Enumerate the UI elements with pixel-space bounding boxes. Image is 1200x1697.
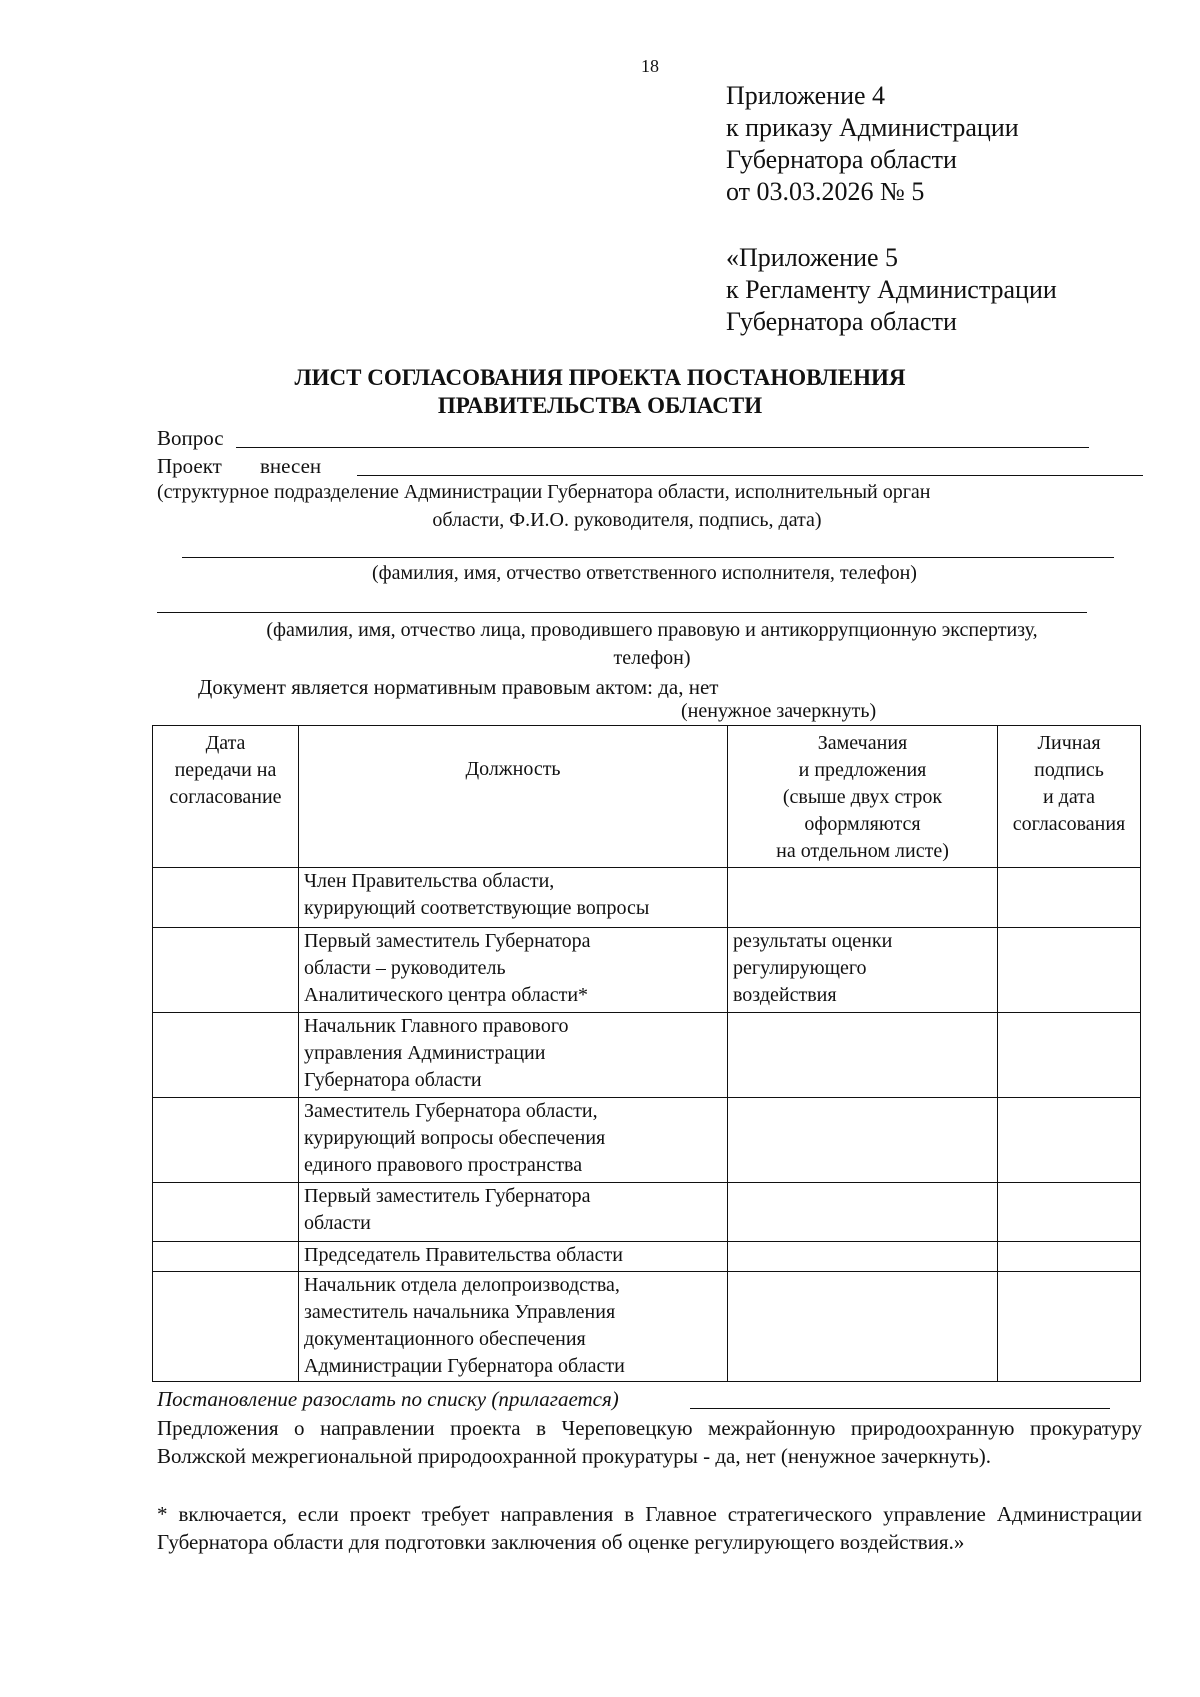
signature-cell — [998, 1272, 1141, 1382]
date-cell — [153, 1183, 299, 1242]
position-cell: Заместитель Губернатора области, курирующий вопросы обеспечения единого правового пространства — [299, 1098, 728, 1183]
normative-question: Документ является нормативным правовым актом: да, нет — [198, 675, 719, 699]
question-field-line — [236, 447, 1089, 448]
remarks-cell — [728, 1272, 998, 1382]
remarks-cell — [728, 1013, 998, 1098]
position-cell: Начальник отдела делопроизводства, заместитель начальника Управления документационного обеспечения Администрации Губернатора области — [299, 1272, 728, 1382]
table-row — [153, 1013, 1141, 1098]
page-number: 18 — [641, 56, 659, 76]
hint-line: (фамилия, имя, отчество лица, проводившего правовую и антикоррупционную экспертизу, — [266, 619, 1038, 641]
column-header-remarks: Замечания и предложения (свыше двух строк оформляются на отдельном листе) — [728, 726, 998, 868]
hint-line: телефон) — [613, 647, 691, 669]
cross-out-hint: (ненужное зачеркнуть) — [681, 700, 877, 722]
document-title — [0, 364, 1200, 420]
column-header-signature: Личная подпись и дата согласования — [998, 726, 1141, 868]
remarks-cell — [728, 868, 998, 928]
expert-hint — [157, 616, 1147, 672]
footnote: * включается, если проект требует направления в Главное стратегического управление Администрации Губернатора области для подготовки заключения об оценке регулирующего воздействия.» — [157, 1502, 1142, 1554]
column-header-position: Должность — [299, 726, 728, 868]
date-cell — [153, 1098, 299, 1183]
table-row — [153, 1242, 1141, 1272]
signature-cell — [998, 1183, 1141, 1242]
date-cell — [153, 1013, 299, 1098]
appendix-line: Губернатора области — [726, 307, 957, 336]
date-cell — [153, 868, 299, 928]
submitted-label: внесен — [260, 454, 322, 478]
project-label: Проект — [157, 454, 222, 478]
signature-cell — [998, 928, 1141, 1013]
position-cell: Первый заместитель Губернатора области – руководитель Аналитического центра области* — [299, 928, 728, 1013]
signature-cell — [998, 1013, 1141, 1098]
table-row — [153, 1183, 1141, 1242]
appendix-line: «Приложение 5 — [726, 243, 899, 272]
submitter-hint — [157, 478, 1097, 534]
title-line: ЛИСТ СОГЛАСОВАНИЯ ПРОЕКТА ПОСТАНОВЛЕНИЯ — [294, 365, 906, 390]
signature-cell — [998, 1242, 1141, 1272]
position-cell: Председатель Правительства области — [299, 1242, 728, 1272]
appendix-line: Губернатора области — [726, 145, 957, 174]
column-header-date: Дата передачи на согласование — [153, 726, 299, 868]
approval-table — [152, 725, 1141, 1382]
submitted-field-line — [357, 475, 1143, 476]
date-cell — [153, 1272, 299, 1382]
position-cell: Первый заместитель Губернатора области — [299, 1183, 728, 1242]
prosecutor-proposal: Предложения о направлении проекта в Череповецкую межрайонную природоохранную прокуратуру Волжской межрегиональной природоохранной прокуратуры - да, нет (ненужное зачеркнуть). — [157, 1416, 1142, 1468]
signature-cell — [998, 868, 1141, 928]
question-label: Вопрос — [157, 426, 224, 450]
position-cell: Начальник Главного правового управления Администрации Губернатора области — [299, 1013, 728, 1098]
regulation-appendix-header — [726, 242, 1057, 338]
title-line: ПРАВИТЕЛЬСТВА ОБЛАСТИ — [437, 393, 763, 418]
table-row — [153, 928, 1141, 1013]
remarks-cell — [728, 1242, 998, 1272]
hint-line: (структурное подразделение Администрации Губернатора области, исполнительный орган — [157, 481, 931, 503]
distribution-text: Постановление разослать по списку (прилагается) — [157, 1387, 619, 1411]
appendix-line: Приложение 4 — [726, 81, 886, 110]
table-row — [153, 1272, 1141, 1382]
executor-field-line — [182, 557, 1114, 558]
position-cell: Член Правительства области, курирующий соответствующие вопросы — [299, 868, 728, 928]
distribution-field-line — [690, 1408, 1110, 1409]
table-row — [153, 1098, 1141, 1183]
appendix-line: к Регламенту Администрации — [726, 275, 1057, 304]
executor-hint: (фамилия, имя, отчество ответственного исполнителя, телефон) — [372, 562, 917, 584]
date-cell — [153, 928, 299, 1013]
table-row — [153, 868, 1141, 928]
expert-field-line — [157, 612, 1087, 613]
remarks-cell: результаты оценки регулирующего воздействия — [728, 928, 998, 1013]
remarks-cell — [728, 1098, 998, 1183]
appendix-line: от 03.03.2026 № 5 — [726, 177, 925, 206]
appendix-header — [726, 80, 1019, 208]
signature-cell — [998, 1098, 1141, 1183]
date-cell — [153, 1242, 299, 1272]
remarks-cell — [728, 1183, 998, 1242]
appendix-line: к приказу Администрации — [726, 113, 1019, 142]
hint-line: области, Ф.И.О. руководителя, подпись, дата) — [432, 509, 822, 531]
